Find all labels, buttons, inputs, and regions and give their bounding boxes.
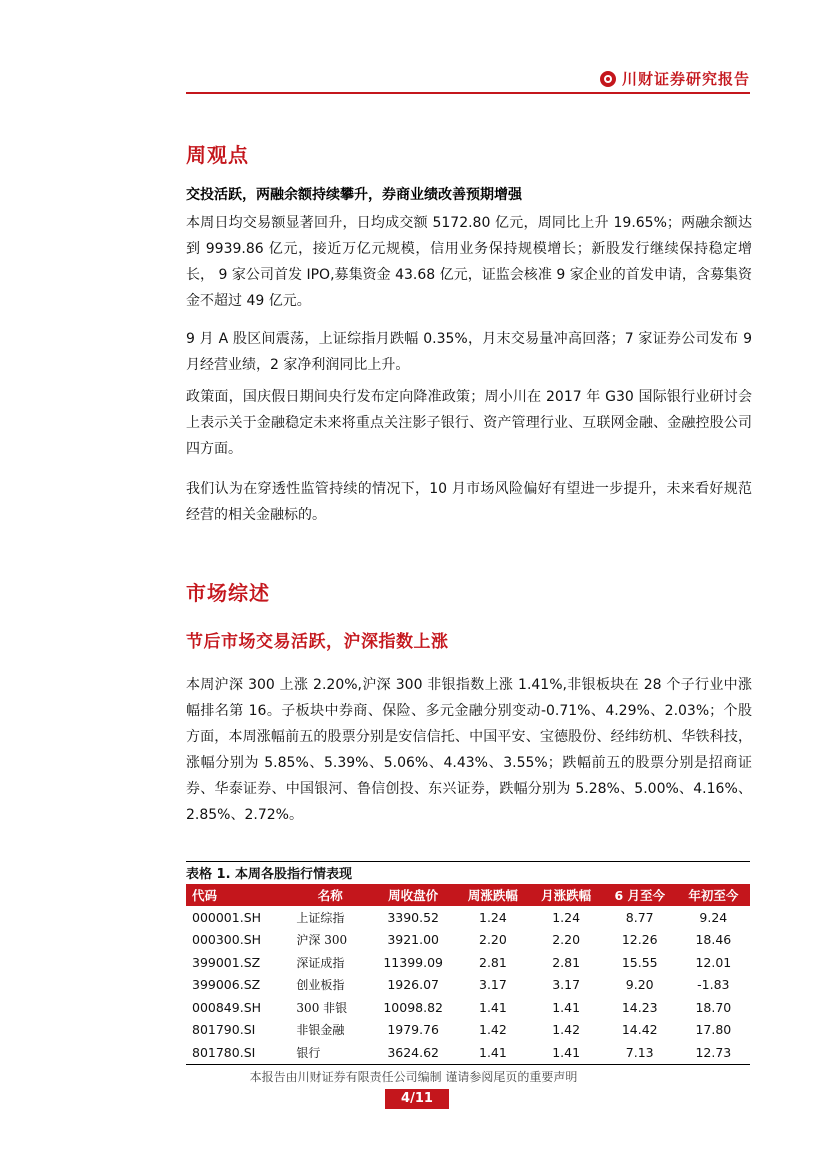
table-header-row — [186, 884, 750, 906]
table-row — [186, 974, 750, 997]
cell-name: 深证成指 — [296, 955, 345, 970]
table-row — [186, 951, 750, 974]
cell-since-june: 12.26 — [621, 932, 658, 948]
cell-ytd: 17.80 — [695, 1022, 732, 1038]
cell-code: 000849.SH — [192, 999, 262, 1015]
cell-ytd: 12.73 — [677, 1041, 750, 1064]
cell-week-change: 1.41 — [456, 1041, 529, 1064]
cell-since-june: 14.23 — [621, 999, 658, 1015]
col-header-ytd: 年初至今 — [677, 884, 750, 906]
cell-month-change: 1.42 — [552, 1022, 581, 1038]
cell-close: 3390.52 — [387, 909, 440, 925]
cell-ytd: 9.24 — [699, 909, 728, 925]
cell-ytd: 12.01 — [695, 954, 732, 970]
cell-month-change: 1.41 — [530, 1041, 603, 1064]
table-row — [186, 929, 750, 952]
cell-month-change: 2.81 — [552, 954, 581, 970]
cell-month-change: 3.17 — [552, 977, 581, 993]
cell-month-change: 1.41 — [552, 999, 581, 1015]
section-title-weekly-view: 周观点 — [186, 143, 249, 167]
cell-code: 000300.SH — [192, 932, 262, 948]
col-header-close: 周收盘价 — [370, 884, 456, 906]
header-divider — [186, 92, 750, 94]
cell-week-change: 1.41 — [479, 999, 507, 1015]
cell-ytd: 18.46 — [695, 932, 732, 948]
footer-disclaimer: 本报告由川财证券有限责任公司编制 谨请参阅尾页的重要声明 — [249, 1070, 578, 1084]
table-row — [186, 906, 750, 929]
section-title-market-review: 市场综述 — [186, 581, 270, 605]
col-header-since-june: 6 月至今 — [603, 884, 677, 906]
cell-name: 银行 — [290, 1041, 370, 1064]
cell-week-change: 1.42 — [479, 1022, 507, 1038]
cell-code: 801780.SI — [186, 1041, 290, 1064]
cell-since-june: 15.55 — [621, 954, 658, 970]
cell-since-june: 14.42 — [621, 1022, 658, 1038]
section-subtitle-market-review: 节后市场交易活跃，沪深指数上涨 — [186, 632, 449, 652]
cell-name: 上证综指 — [296, 910, 345, 925]
cell-week-change: 3.17 — [479, 977, 507, 993]
cell-name: 创业板指 — [296, 978, 345, 993]
paragraph-4: 我们认为在穿透性监管持续的情况下，10 月市场风险偏好有望进一步提升，未来看好规范经营的相关金融标的。 — [186, 481, 752, 523]
page-header — [186, 60, 750, 94]
cell-week-change: 2.81 — [479, 954, 507, 970]
cell-code: 801790.SI — [192, 1022, 256, 1038]
col-header-code: 代码 — [186, 884, 290, 906]
cell-close: 11399.09 — [383, 954, 443, 970]
cell-close: 1979.76 — [387, 1022, 440, 1038]
cell-code: 399006.SZ — [192, 977, 261, 993]
paragraph-1: 本周日均交易额显著回升，日均成交额 5172.80 亿元，周同比上升 19.65%；两融余额达到 9939.86 亿元，接近万亿元规模，信用业务保持规模增长；新股发行继续保持稳定增长， 9 家公司首发 IPO,募集资金 43.68 亿元，证监会核准 9 家企业的首发申请，含募集资金不超过 49 亿元。 — [186, 215, 752, 309]
index-performance-table — [186, 884, 750, 1065]
table-title: 表格 1. 本周各股指行情表现 — [186, 861, 750, 882]
cell-month-change: 1.24 — [552, 909, 581, 925]
section-subtitle-weekly-view: 交投活跃，两融余额持续攀升，券商业绩改善预期增强 — [186, 187, 522, 203]
table-row — [186, 1019, 750, 1042]
paragraph-2: 9 月 A 股区间震荡，上证综指月跌幅 0.35%，月末交易量冲高回落；7 家证券公司发布 9 月经营业绩，2 家净利润同比上升。 — [186, 331, 752, 373]
col-header-name: 名称 — [290, 884, 370, 906]
paragraph-3: 政策面，国庆假日期间央行发布定向降准政策；周小川在 2017 年 G30 国际银行业研讨会上表示关于金融稳定未来将重点关注影子银行、资产管理行业、互联网金融、金融控股公司四方面。 — [186, 389, 752, 457]
col-header-week-change: 周涨跌幅 — [456, 884, 529, 906]
paragraph-market: 本周沪深 300 上涨 2.20%,沪深 300 非银指数上涨 1.41%,非银板块在 28 个子行业中涨幅排名第 16。子板块中券商、保险、多元金融分别变动-0.71%、4.29%、2.03%；个股方面，本周涨幅前五的股票分别是安信信托、中国平安、宝德股份、经纬纺机、华铁科技，涨幅分别为 5.85%、5.39%、5.06%、4.43%、3.55%；跌幅前五的股票分别是招商证券、华泰证券、中国银河、鲁信创投、东兴证券，跌幅分别为 5.28%、5.00%、4.16%、2.85%、2.72%。 — [186, 677, 752, 823]
cell-name: 非银金融 — [296, 1023, 345, 1038]
cell-ytd: -1.83 — [697, 977, 730, 993]
cell-close: 10098.82 — [383, 999, 443, 1015]
brand-title: 川财证券研究报告 — [621, 70, 750, 88]
cell-since-june: 7.13 — [603, 1041, 677, 1064]
cell-month-change: 2.20 — [552, 932, 581, 948]
cell-name: 沪深 300 — [296, 933, 348, 948]
brand — [600, 68, 750, 89]
cell-code: 399001.SZ — [192, 954, 261, 970]
cell-close: 1926.07 — [387, 977, 440, 993]
table-row — [186, 1041, 750, 1064]
table-row — [186, 996, 750, 1019]
cell-code: 000001.SH — [192, 909, 262, 925]
cell-since-june: 8.77 — [625, 909, 654, 925]
col-header-month-change: 月涨跌幅 — [530, 884, 603, 906]
company-logo-icon — [600, 71, 616, 87]
cell-name: 300 非银 — [296, 1000, 348, 1015]
cell-week-change: 2.20 — [479, 932, 507, 948]
cell-ytd: 18.70 — [695, 999, 732, 1015]
page-number: 4/11 — [385, 1089, 449, 1109]
cell-week-change: 1.24 — [479, 909, 507, 925]
cell-close: 3624.62 — [370, 1041, 456, 1064]
cell-close: 3921.00 — [387, 932, 440, 948]
cell-since-june: 9.20 — [625, 977, 654, 993]
